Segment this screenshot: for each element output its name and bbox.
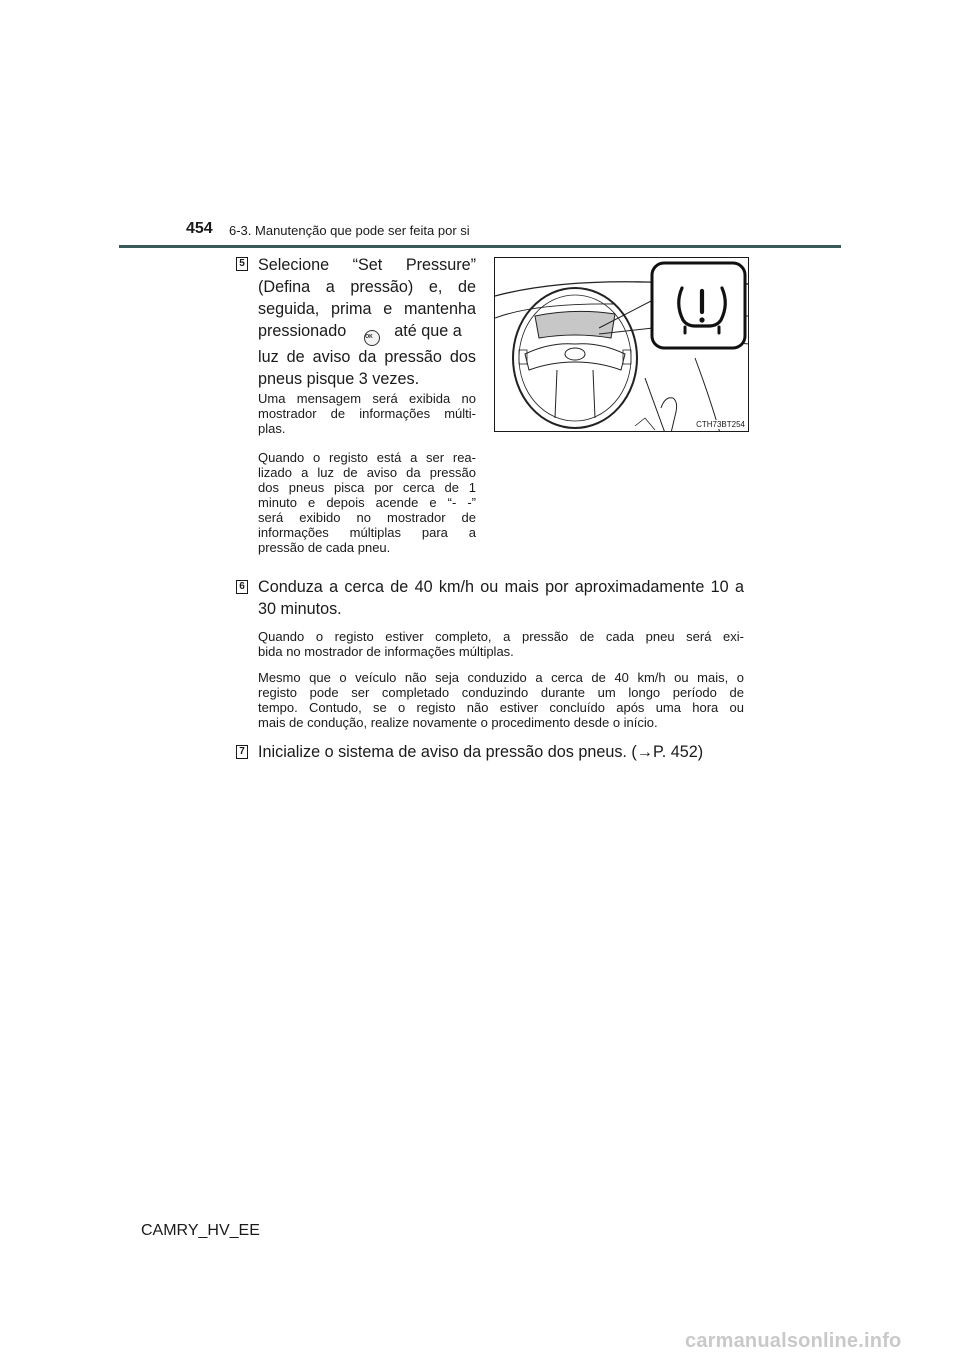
step-5-line: Selecione “Set Pressure” [258,256,476,274]
steering-wheel-dashboard-drawing [495,258,749,432]
note-line: Mesmo que o veículo não seja conduzido a cerca de 40 km/h ou mais, o [258,670,744,685]
step-5-line: até que a [394,322,462,340]
note-line: tempo. Contudo, se o registo não estiver concluído após uma hora ou [258,700,744,715]
step-5-badge: 5 [236,257,248,271]
step-5-line: luz de aviso da pressão dos [258,348,476,366]
note-line: será exibido no mostrador de [258,510,476,525]
step-7-text: Inicialize o sistema de aviso da pressão dos pneus. (→P. 452) [258,743,704,761]
step-5-note-2 [258,450,476,555]
step-5-note-1 [258,391,476,436]
note-line: bida no mostrador de informações múltiplas. [258,644,514,659]
note-line: Uma mensagem será exibida no [258,391,476,406]
note-line: informações múltiplas para a [258,525,476,540]
step-7-badge: 7 [236,745,248,759]
step-5-line: seguida, prima e mantenha [258,300,476,318]
step-6-note-2 [258,670,744,730]
step-6-text [258,576,744,620]
watermark: carmanualsonline.info [685,1330,902,1352]
step-6-badge: 6 [236,580,248,594]
dashboard-illustration [494,257,749,432]
step-6-line: Conduza a cerca de 40 km/h ou mais por aproximadamente 10 a [258,578,744,596]
step-5-line: pressionado [258,322,347,340]
note-line: mostrador de informações múlti- [258,406,476,421]
note-line: minuto e depois acende e “- -” [258,495,476,510]
figure-code: CTH73BT254 [696,420,745,429]
header-divider [119,245,841,248]
step-5-line: (Defina a pressão) e, de [258,278,476,296]
note-line: Quando o registo está a ser rea- [258,450,476,465]
note-line: lizado a luz de aviso da pressão [258,465,476,480]
note-line: dos pneus pisca por cerca de 1 [258,480,476,495]
step-6-line: 30 minutos. [258,600,342,618]
section-title: 6-3. Manutenção que pode ser feita por si [229,223,470,238]
step-5-line-with-button [258,320,476,346]
note-line: pressão de cada pneu. [258,540,391,555]
note-line: registo pode ser completado conduzindo durante um longo período de [258,685,744,700]
page-number: 454 [186,220,213,237]
step-5-text [258,254,476,390]
step-6-note-1 [258,629,744,659]
note-line: plas. [258,421,286,436]
model-code: CAMRY_HV_EE [141,1222,260,1239]
ok-button-icon: OK [364,330,380,346]
note-line: mais de condução, realize novamente o procedimento desde o início. [258,715,658,730]
note-line: Quando o registo estiver completo, a pressão de cada pneu será exi- [258,629,744,644]
step-5-line: pneus pisque 3 vezes. [258,370,420,388]
